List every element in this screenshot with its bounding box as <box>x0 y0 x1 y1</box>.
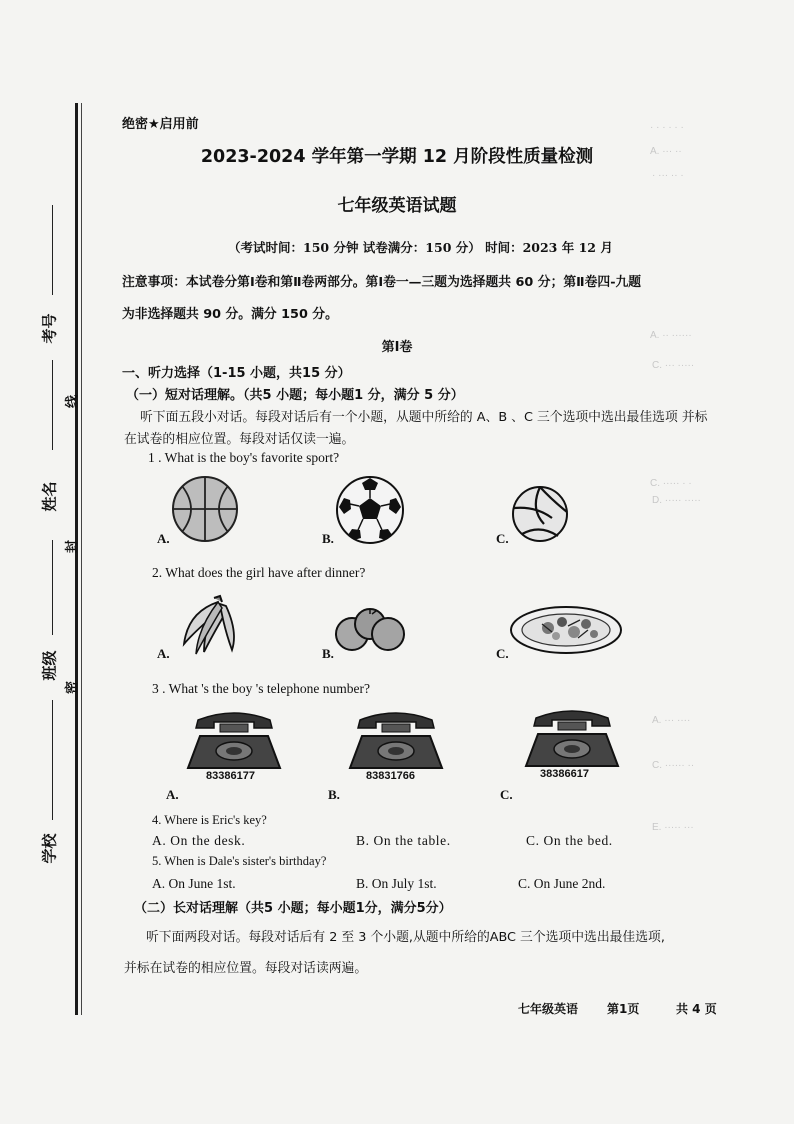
oranges-icon <box>334 606 406 654</box>
q4-option-b: B. On the table. <box>356 833 451 848</box>
exam-subtitle: 七年级英语试题 <box>337 196 457 216</box>
q3-option-c: C. <box>500 787 513 802</box>
q1-option-c: C. <box>496 531 509 546</box>
sidebar-mi: 密 <box>65 680 81 695</box>
question-1: 1 . What is the boy's favorite sport? <box>148 450 340 465</box>
footer-page: 第1页 <box>607 1002 640 1016</box>
part1-instruction-1: 听下面五段小对话。每段对话后有一个小题，从题中所给的 A、B 、C 三个选项中选出最佳选项 并标 <box>140 410 708 425</box>
notice-line1: 注意事项：本试卷分第Ⅰ卷和第Ⅱ卷两部分。第Ⅰ卷一—三题为选择题共 60 分；第Ⅱ卷四-九题 <box>122 275 642 290</box>
footer-total: 共 4 页 <box>676 1002 717 1016</box>
kaohao-blank <box>52 205 53 295</box>
volleyball-icon <box>510 484 570 544</box>
part1-instruction-2: 在试卷的相应位置。每段对话仅读一遍。 <box>124 432 355 447</box>
q1-option-a: A. <box>157 531 170 546</box>
section1-title: 一、听力选择（1-15 小题，共15 分） <box>122 366 351 381</box>
footer-subject: 七年级英语 <box>518 1002 579 1016</box>
banji-blank <box>52 540 53 635</box>
q4-option-a: A. On the desk. <box>152 833 246 848</box>
part1-title: （一）短对话理解。（共5 小题；每小题1 分，满分 5 分） <box>126 388 464 403</box>
sidebar-feng: 封 <box>65 539 81 554</box>
basketball-icon <box>170 474 240 544</box>
q2-option-c: C. <box>496 646 509 661</box>
q5-option-a: A. On June 1st. <box>152 876 236 891</box>
phone-number-c: 38386617 <box>540 768 589 780</box>
volume-title: 第Ⅰ卷 <box>381 340 413 355</box>
q3-option-b: B. <box>328 787 340 802</box>
exam-info: （考试时间：150 分钟 试卷满分：150 分） 时间：2023 年 12 月 <box>228 240 613 255</box>
q1-option-b: B. <box>322 531 334 546</box>
telephone-icon <box>522 704 622 770</box>
sidebar-xian: 线 <box>65 394 81 409</box>
q5-option-c: C. On June 2nd. <box>518 876 606 891</box>
q2-option-b: B. <box>322 646 334 661</box>
telephone-icon <box>346 706 446 772</box>
xuexiao-blank <box>52 700 53 820</box>
binding-line-inner <box>81 103 82 1015</box>
part2-instruction-1: 听下面两段对话。每段对话后有 2 至 3 个小题,从题中所给的ABC 三个选项中选出最佳选项, <box>146 930 665 945</box>
question-2: 2. What does the girl have after dinner? <box>152 565 366 580</box>
xingming-blank <box>52 360 53 450</box>
secret-label: 绝密★启用前 <box>122 117 199 132</box>
notice-line2: 为非选择题共 90 分。满分 150 分。 <box>122 307 338 322</box>
sidebar-banji: 班级 <box>40 650 59 681</box>
question-4: 4. Where is Eric's key? <box>152 813 267 827</box>
q2-option-a: A. <box>157 646 170 661</box>
part2-instruction-2: 并标在试卷的相应位置。每段对话读两遍。 <box>124 961 368 976</box>
q4-option-c: C. On the bed. <box>526 833 613 848</box>
question-5: 5. When is Dale's sister's birthday? <box>152 854 327 868</box>
exam-title: 2023-2024 学年第一学期 12 月阶段性质量检测 <box>200 147 594 167</box>
telephone-icon <box>184 706 284 772</box>
sidebar-xuexiao: 学校 <box>40 833 59 864</box>
soccer-ball-icon <box>334 474 406 546</box>
question-3: 3 . What 's the boy 's telephone number? <box>152 681 370 696</box>
phone-number-b: 83831766 <box>366 770 415 782</box>
part2-title: （二）长对话理解（共5 小题；每小题1分，满分5分） <box>134 901 452 916</box>
salad-plate-icon <box>508 604 626 656</box>
q3-option-a: A. <box>166 787 179 802</box>
phone-number-a: 83386177 <box>206 770 255 782</box>
banana-icon <box>174 592 244 658</box>
sidebar-kaohao: 考号 <box>40 313 59 344</box>
q5-option-b: B. On July 1st. <box>356 876 437 891</box>
binding-line <box>75 103 78 1015</box>
sidebar-xingming: 姓名 <box>40 481 59 512</box>
